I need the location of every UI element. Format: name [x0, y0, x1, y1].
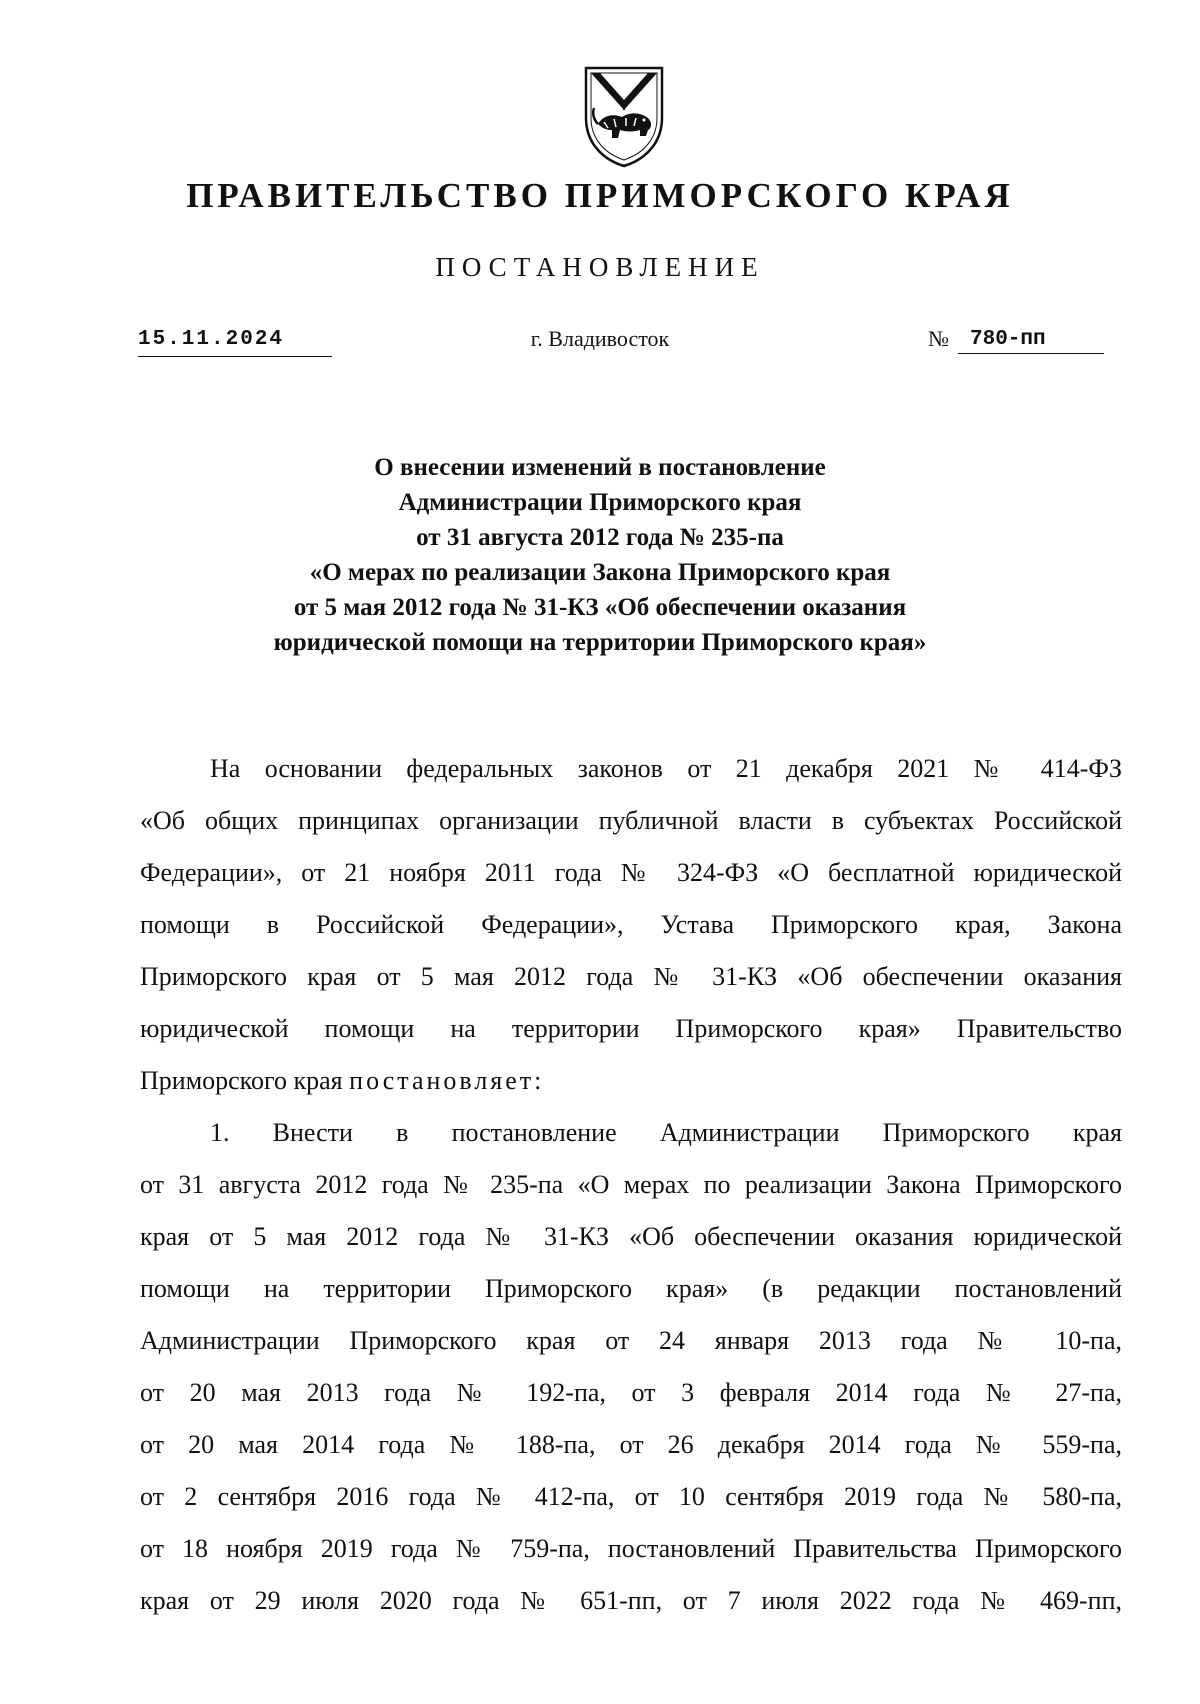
government-title: ПРАВИТЕЛЬСТВО ПРИМОРСКОГО КРАЯ	[186, 176, 1014, 215]
heading-line: юридической помощи на территории Приморского края»	[273, 629, 927, 656]
body-line: Приморского края от 5 мая 2012 года № 31-КЗ «Об обеспечении оказания	[140, 962, 1122, 991]
body-line: Федерации», от 21 ноября 2011 года № 324-ФЗ «О бесплатной юридической	[140, 858, 1122, 887]
document-body	[140, 743, 1122, 1627]
body-line: юридической помощи на территории Приморского края» Правительство	[140, 1014, 1122, 1043]
body-line: На основании федеральных законов от 21 декабря 2021 № 414-ФЗ	[210, 754, 1122, 783]
body-line: от 18 ноября 2019 года № 759-па, постановлений Правительства Приморского	[140, 1534, 1122, 1563]
heading-line: от 5 мая 2012 года № 31-КЗ «Об обеспечении оказания	[293, 594, 907, 621]
body-line: помощи на территории Приморского края» (в редакции постановлений	[140, 1274, 1122, 1303]
body-text-fragment: Приморского края	[140, 1066, 350, 1095]
document-date: 15.11.2024	[138, 328, 332, 357]
body-line: края от 5 мая 2012 года № 31-КЗ «Об обеспечении оказания юридической	[140, 1222, 1122, 1251]
coat-of-arms-emblem	[578, 62, 670, 170]
body-line: «Об общих принципах организации публичной власти в субъектах Российской	[140, 806, 1122, 835]
document-number: 780-пп	[958, 328, 1104, 354]
document-city: г. Владивосток	[530, 326, 670, 351]
document-number-block	[928, 326, 1106, 356]
body-line: помощи в Российской Федерации», Устава Приморского края, Закона	[140, 910, 1122, 939]
body-line: 1. Внести в постановление Администрации Приморского края	[210, 1118, 1122, 1147]
document-heading	[160, 450, 1040, 660]
body-line: Администрации Приморского края от 24 января 2013 года № 10-па,	[140, 1326, 1122, 1355]
heading-line: от 31 августа 2012 года № 235-па	[416, 524, 784, 551]
heading-line: «О мерах по реализации Закона Приморского края	[309, 559, 891, 586]
number-sign: №	[928, 326, 949, 351]
heading-line: О внесении изменений в постановление	[374, 454, 826, 481]
body-line: от 20 мая 2014 года № 188-па, от 26 декабря 2014 года № 559-па,	[140, 1430, 1122, 1459]
body-line: от 2 сентября 2016 года № 412-па, от 10 сентября 2019 года № 580-па,	[140, 1482, 1122, 1511]
body-line: от 31 августа 2012 года № 235-па «О мерах по реализации Закона Приморского	[140, 1170, 1122, 1199]
resolution-verb: постановляет:	[349, 1066, 545, 1095]
body-line: от 20 мая 2013 года № 192-па, от 3 февраля 2014 года № 27-па,	[140, 1378, 1122, 1407]
heading-line: Администрации Приморского края	[398, 489, 802, 516]
body-line	[140, 1055, 1122, 1107]
document-type: ПОСТАНОВЛЕНИЕ	[435, 252, 765, 282]
body-line: края от 29 июля 2020 года № 651-пп, от 7 июля 2022 года № 469-пп,	[140, 1586, 1122, 1615]
